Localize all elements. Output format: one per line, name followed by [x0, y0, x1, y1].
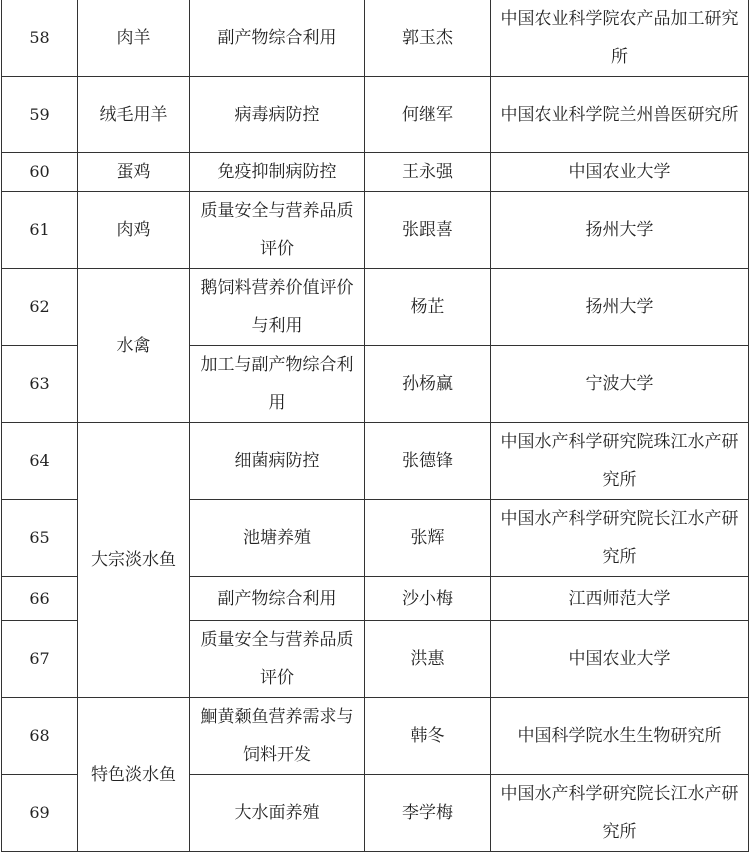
organization-cell: 中国水产科学研究院珠江水产研究所 — [491, 423, 749, 500]
table-row — [2, 77, 749, 153]
field-cell: 加工与副产物综合利用 — [190, 346, 365, 423]
organization-cell: 中国农业大学 — [491, 621, 749, 698]
expert-name-cell: 何继军 — [365, 77, 491, 153]
table-row — [2, 698, 749, 775]
expert-name-cell: 孙杨赢 — [365, 346, 491, 423]
expert-name-cell: 洪惠 — [365, 621, 491, 698]
organization-cell: 中国农业科学院农产品加工研究所 — [491, 0, 749, 77]
table-row — [2, 423, 749, 500]
organization-cell: 中国农业大学 — [491, 153, 749, 192]
species-cell: 肉羊 — [78, 0, 190, 77]
expert-name-cell: 张跟喜 — [365, 192, 491, 269]
species-cell: 水禽 — [78, 269, 190, 423]
table-row — [2, 269, 749, 346]
organization-cell: 宁波大学 — [491, 346, 749, 423]
table-row — [2, 192, 749, 269]
organization-cell: 中国农业科学院兰州兽医研究所 — [491, 77, 749, 153]
field-cell: 质量安全与营养品质评价 — [190, 621, 365, 698]
row-number: 65 — [2, 500, 78, 577]
field-cell: 大水面养殖 — [190, 775, 365, 852]
organization-cell: 中国科学院水生生物研究所 — [491, 698, 749, 775]
field-cell: 细菌病防控 — [190, 423, 365, 500]
organization-cell: 中国水产科学研究院长江水产研究所 — [491, 500, 749, 577]
expert-name-cell: 杨芷 — [365, 269, 491, 346]
expert-name-cell: 韩冬 — [365, 698, 491, 775]
expert-name-cell: 郭玉杰 — [365, 0, 491, 77]
field-cell: 质量安全与营养品质评价 — [190, 192, 365, 269]
organization-cell: 扬州大学 — [491, 269, 749, 346]
row-number: 62 — [2, 269, 78, 346]
field-cell: 鮰黄颡鱼营养需求与饲料开发 — [190, 698, 365, 775]
row-number: 64 — [2, 423, 78, 500]
field-cell: 副产物综合利用 — [190, 0, 365, 77]
expert-name-cell: 王永强 — [365, 153, 491, 192]
row-number: 68 — [2, 698, 78, 775]
organization-cell: 中国水产科学研究院长江水产研究所 — [491, 775, 749, 852]
species-cell: 绒毛用羊 — [78, 77, 190, 153]
expert-name-cell: 张德锋 — [365, 423, 491, 500]
row-number: 66 — [2, 577, 78, 621]
expert-name-cell: 张辉 — [365, 500, 491, 577]
species-cell: 蛋鸡 — [78, 153, 190, 192]
row-number: 67 — [2, 621, 78, 698]
organization-cell: 江西师范大学 — [491, 577, 749, 621]
field-cell: 池塘养殖 — [190, 500, 365, 577]
field-cell: 副产物综合利用 — [190, 577, 365, 621]
row-number: 60 — [2, 153, 78, 192]
species-cell: 特色淡水鱼 — [78, 698, 190, 852]
table-row — [2, 153, 749, 192]
species-cell: 肉鸡 — [78, 192, 190, 269]
expert-name-cell: 沙小梅 — [365, 577, 491, 621]
expert-name-cell: 李学梅 — [365, 775, 491, 852]
species-cell: 大宗淡水鱼 — [78, 423, 190, 698]
expert-table — [1, 0, 749, 852]
table-row — [2, 0, 749, 77]
organization-cell: 扬州大学 — [491, 192, 749, 269]
field-cell: 免疫抑制病防控 — [190, 153, 365, 192]
row-number: 59 — [2, 77, 78, 153]
field-cell: 病毒病防控 — [190, 77, 365, 153]
row-number: 69 — [2, 775, 78, 852]
row-number: 58 — [2, 0, 78, 77]
field-cell: 鹅饲料营养价值评价与利用 — [190, 269, 365, 346]
row-number: 63 — [2, 346, 78, 423]
row-number: 61 — [2, 192, 78, 269]
